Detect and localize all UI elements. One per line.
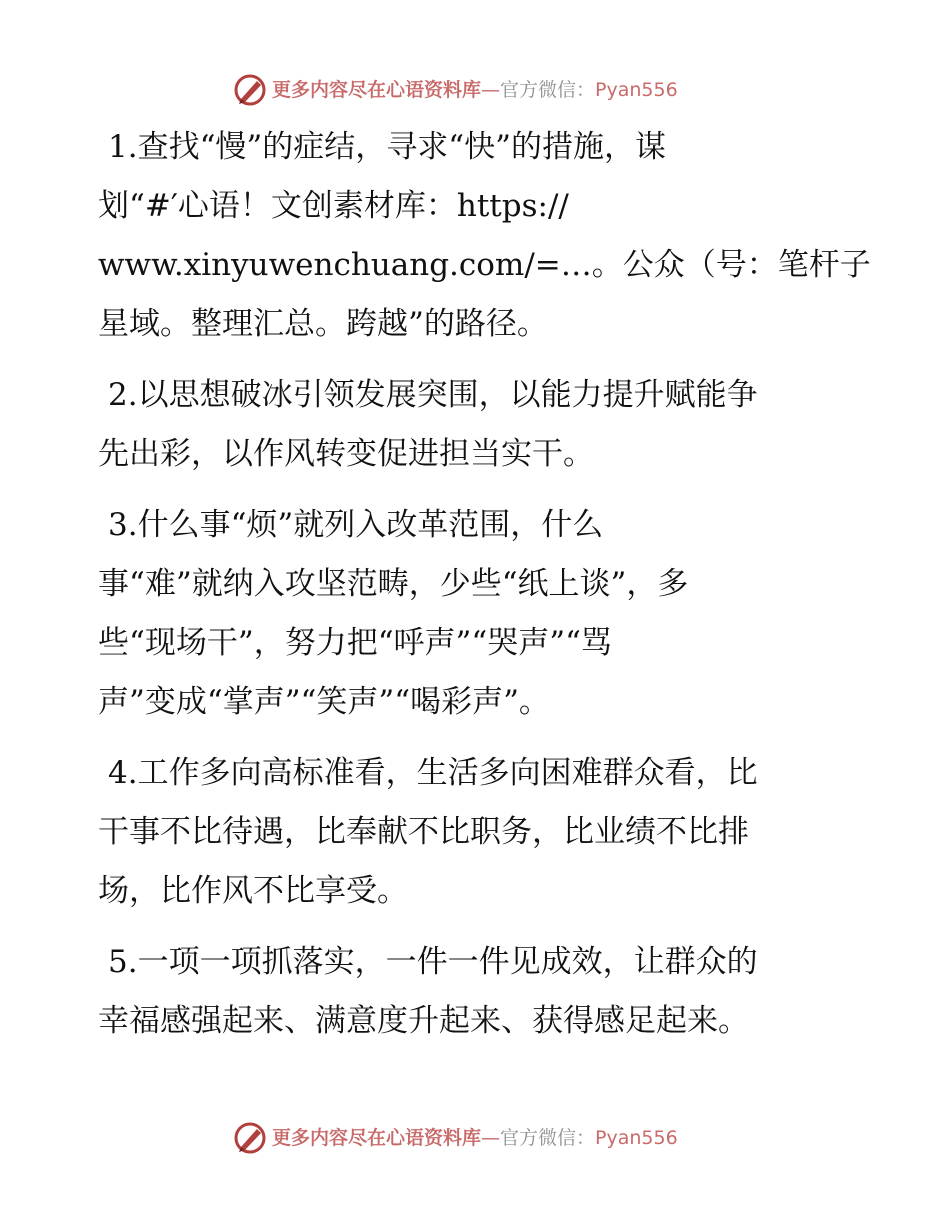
- paragraph-3: [98, 496, 858, 732]
- paragraph-line: 划“#′心语！文创素材库：https://: [98, 188, 569, 224]
- document-body: [98, 118, 871, 1063]
- paragraph-line: 星域。整理汇总。跨越”的路径。: [98, 306, 548, 342]
- pen-logo-icon: [232, 1120, 268, 1156]
- paragraph-line: 幸福感强起来、满意度升起来、获得感足起来。: [98, 1003, 749, 1039]
- watermark-account-label: 官方微信: [500, 79, 577, 101]
- paragraph-line: 先出彩，以作风转变促进担当实干。: [98, 436, 594, 472]
- paragraph-4: [98, 744, 858, 921]
- watermark-account-id: Pyan556: [595, 79, 678, 101]
- paragraph-line: 些“现场干”，努力把“呼声”“哭声”“骂: [98, 625, 612, 661]
- watermark-separator: ：: [576, 79, 596, 101]
- paragraph-line: 场，比作风不比享受。: [98, 873, 408, 909]
- watermark-account-id: Pyan556: [595, 1127, 678, 1149]
- paragraph-5: [98, 933, 858, 1051]
- footer-watermark: [232, 1118, 752, 1158]
- watermark-separator: ：: [576, 1127, 596, 1149]
- watermark-dash: —: [481, 1127, 501, 1149]
- watermark-dash: —: [481, 79, 501, 101]
- paragraph-line: 1.查找“慢”的症结，寻求“快”的措施，谋: [108, 129, 666, 165]
- watermark-account-label: 官方微信: [500, 1127, 577, 1149]
- watermark-site-text: 更多内容尽在心语资料库: [272, 79, 482, 101]
- paragraph-2: [98, 366, 858, 484]
- paragraph-1: [98, 118, 871, 354]
- header-watermark: [232, 70, 752, 110]
- paragraph-line: 声”变成“掌声”“笑声”“喝彩声”。: [98, 684, 550, 720]
- paragraph-line: 3.什么事“烦”就列入改革范围，什么: [108, 507, 604, 543]
- paragraph-line: 事“难”就纳入攻坚范畴，少些“纸上谈”，多: [98, 566, 689, 602]
- watermark-site-text: 更多内容尽在心语资料库: [272, 1127, 482, 1149]
- paragraph-line: 2.以思想破冰引领发展突围，以能力提升赋能争: [108, 377, 758, 413]
- paragraph-line: 干事不比待遇，比奉献不比职务，比业绩不比排: [98, 814, 749, 850]
- paragraph-line: www.xinyuwenchuang.com/=…。公众（号：笔杆子: [98, 247, 871, 283]
- paragraph-line: 4.工作多向高标准看，生活多向困难群众看，比: [108, 755, 758, 791]
- pen-logo-icon: [232, 72, 268, 108]
- paragraph-line: 5.一项一项抓落实，一件一件见成效，让群众的: [108, 944, 758, 980]
